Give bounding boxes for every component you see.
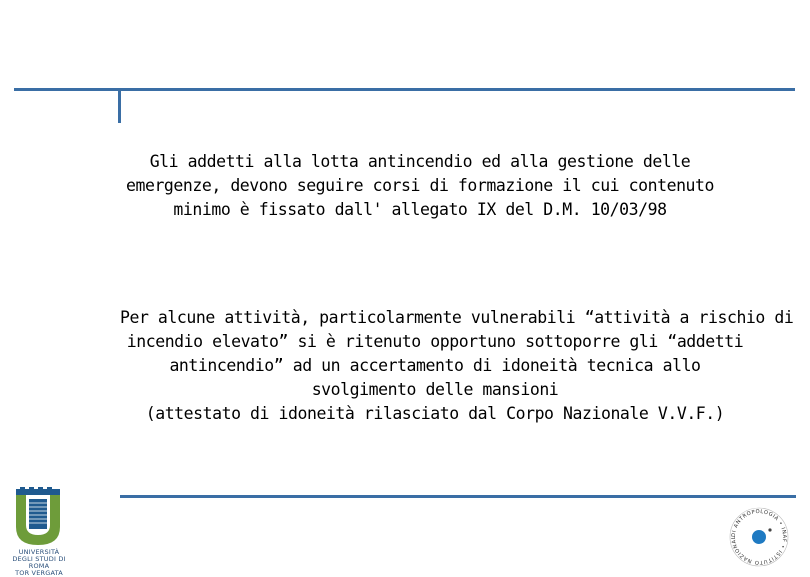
text-line: emergenze, devono seguire corsi di formazione il cui contenuto	[126, 176, 714, 195]
bottom-divider-line	[120, 495, 796, 498]
paragraph-training-requirement	[120, 150, 720, 222]
paragraph-high-risk-activities	[120, 306, 794, 426]
circular-seal-logo-icon	[726, 506, 792, 568]
seal-ring-text: DI ANTROPOLOGIA • INAF • ISTITUTO NAZIONAL	[730, 508, 788, 566]
top-divider-line	[14, 88, 795, 91]
text-line: Gli addetti alla lotta antincendio ed alla gestione delle	[149, 152, 691, 171]
caption-line: UNIVERSITÀ DEGLI STUDI DI ROMA	[12, 548, 66, 570]
text-line: antincendio” ad un accertamento di idoneità tecnica allo	[169, 356, 701, 375]
text-line: (attestato di idoneità rilasciato dal Corpo Nazionale V.V.F.)	[145, 404, 725, 423]
text-line: incendio elevato” si è ritenuto opportuno sottoporre gli “addetti	[126, 332, 744, 351]
caption-line: TOR VERGATA	[15, 569, 63, 577]
university-logo-caption	[10, 549, 68, 577]
text-line: svolgimento delle mansioni	[311, 380, 559, 399]
text-line: Per alcune attività, particolarmente vulnerabili “attività a rischio di	[120, 308, 794, 327]
top-divider-tick	[118, 91, 121, 123]
text-line: minimo è fissato dall' allegato IX del D.M. 10/03/98	[173, 200, 667, 219]
